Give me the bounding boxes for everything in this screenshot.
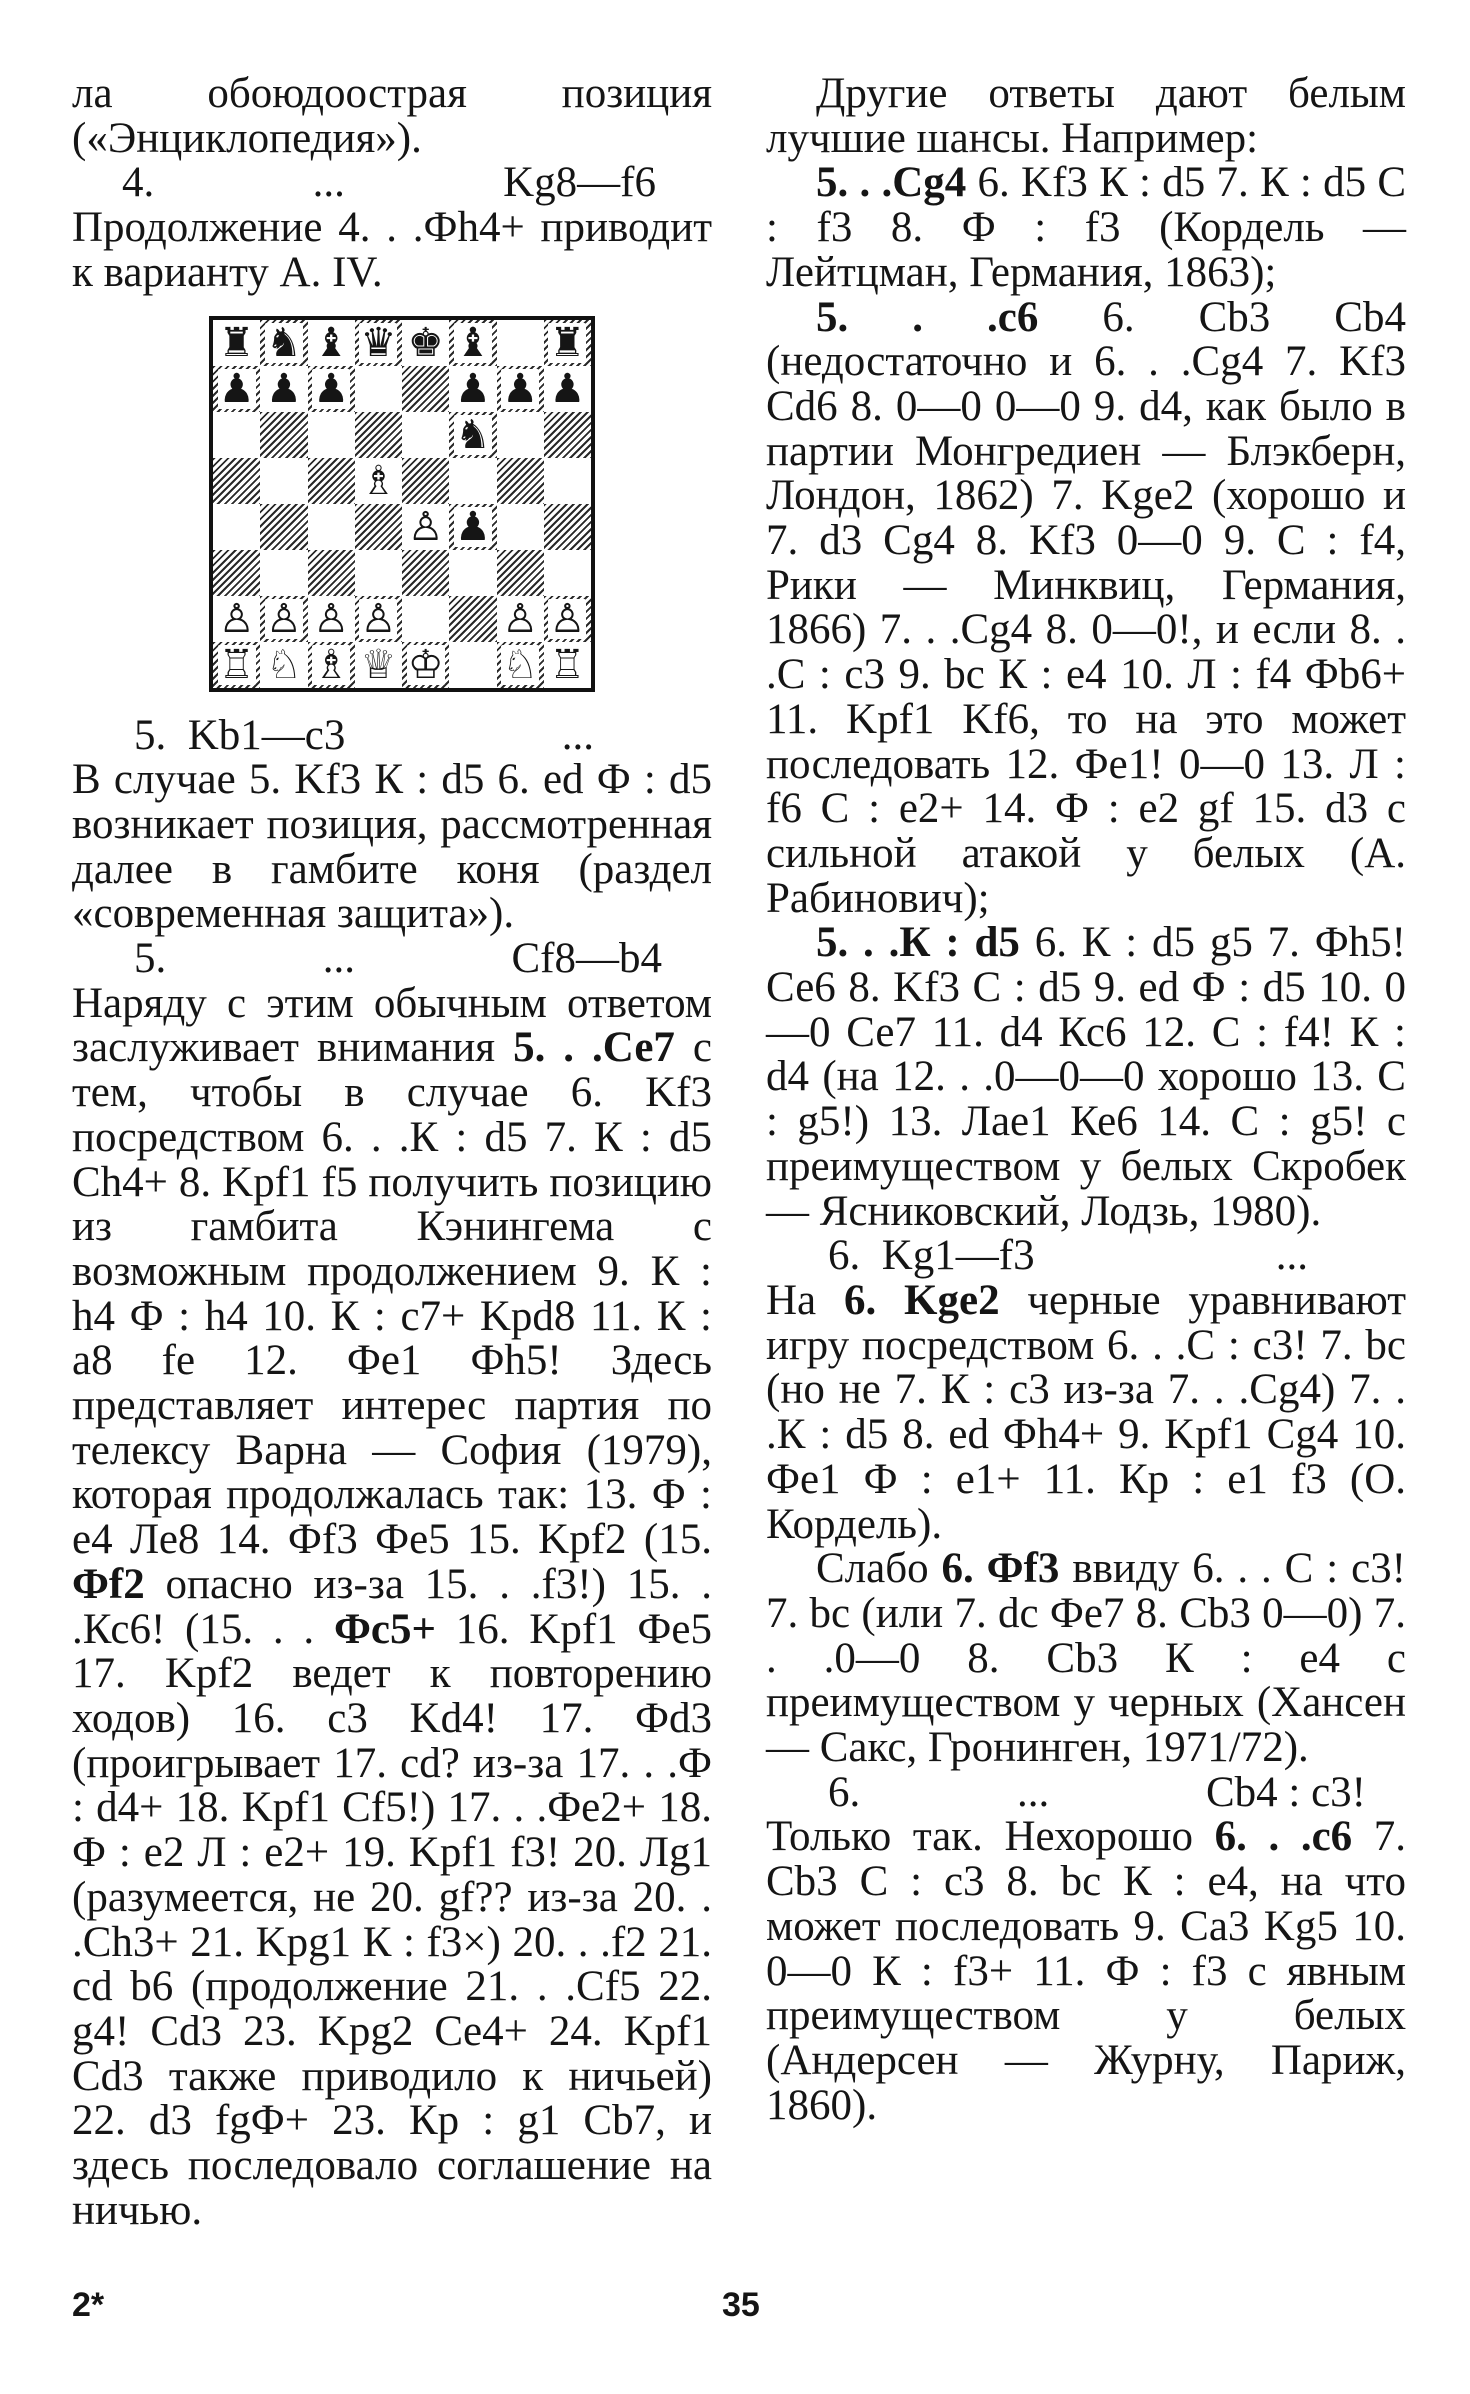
chess-piece-icon: ♗ [360, 457, 397, 504]
chess-piece-icon: ♙ [549, 595, 586, 642]
paragraph: 5. . .Cg4 6. Kf3 К : d5 7. К : d5 С : f3 8. Ф : f3 (Кордель — Лейтцман, Германия, 1863); [766, 159, 1407, 296]
chess-piece-icon: ♞ [265, 319, 302, 366]
board-square [544, 366, 591, 412]
board-square [497, 596, 544, 642]
board-square [260, 504, 307, 550]
chess-piece-icon: ♝ [454, 319, 491, 366]
chess-piece-icon: ♖ [218, 641, 255, 688]
board-square [308, 320, 355, 366]
board-square [449, 366, 496, 412]
board-square [544, 458, 591, 504]
paragraph: Слабо 6. Фf3 ввиду 6. . . С : с3! 7. bc (или 7. dc Фе7 8. Cb3 0—0) 7. . .0—0 8. Cb3 К : е4 с преимуществом у черных (Хансен — Сакс, Гронинген, 1971/72). [766, 1545, 1406, 1772]
board-square [260, 596, 307, 642]
board-square [449, 596, 496, 642]
chess-piece-icon: ♛ [360, 319, 397, 366]
paragraph: 5. . .с6 6. Cb3 Cb4 (недостаточно и 6. . .Cg4 7. Kf3 Cd6 8. 0—0 0—0 9. d4, как было в партии Монгредиен — Блэкберн, Лондон, 1862) 7. Kge2 (хорошо и 7. d3 Cg4 8. Kf3 0—0 9. С : f4, Рики — Минквиц, Германия, 1866) 7. . .Cg4 8. 0—0!, и если 8. . .С : с3 9. bc К : е4 10. Л : f4 Фb6+ 11. Kpf1 Kf6, то на это может последовать 12. Фе1! 0—0 13. Л : f6 С : е2+ 14. Ф : е2 gf 15. d3 с сильной атакой у белых (А. Рабинович); [766, 293, 1406, 922]
board-square [213, 458, 260, 504]
chess-piece-icon: ♘ [502, 641, 539, 688]
move-line: 5. ... Cf8—b4 [134, 935, 662, 983]
paragraph: ла обоюдоострая позиция («Энциклопедия»). [72, 70, 712, 162]
board-square [355, 504, 402, 550]
board-square [308, 550, 355, 596]
paragraph: Только так. Нехорошо 6. . .с6 7. Cb3 С : с3 8. bc К : е4, на что может последовать 9. Са3 Kg5 10. 0—0 К : f3+ 11. Ф : f3 с явным преимуществом у белых (Андерсен — Журну, Париж, 1860). [766, 1813, 1406, 2129]
board-square [355, 366, 402, 412]
chess-piece-icon: ♝ [313, 319, 350, 366]
board-square [544, 596, 591, 642]
board-square [355, 642, 402, 688]
board-square [308, 366, 355, 412]
board-square [449, 412, 496, 458]
board-square [260, 458, 307, 504]
chess-piece-icon: ♕ [360, 641, 397, 688]
chess-piece-icon: ♙ [265, 595, 302, 642]
paragraph: На 6. Kge2 черные уравнивают игру посредством 6. . .С : с3! 7. bc (но не 7. К : с3 из-за 7. . .Cg4) 7. . .К : d5 8. ed Фh4+ 9. Kpf1 Cg4 10. Фе1 Ф : е1+ 11. Кр : е1 f3 (О. Кордель). [766, 1276, 1406, 1548]
board-square [260, 412, 307, 458]
paragraph: Продолжение 4. . .Фh4+ приводит к варианту А. IV. [72, 204, 712, 296]
board-square [355, 412, 402, 458]
board-square [449, 320, 496, 366]
chess-piece-icon: ♟ [313, 365, 350, 412]
board-square [308, 504, 355, 550]
board-square [497, 504, 544, 550]
board-square [308, 458, 355, 504]
chess-piece-icon: ♟ [265, 365, 302, 412]
chess-piece-icon: ♙ [502, 595, 539, 642]
paragraph: Другие ответы дают белым лучшие шансы. Например: [766, 70, 1406, 162]
chess-piece-icon: ♟ [502, 365, 539, 412]
chess-piece-icon: ♟ [218, 365, 255, 412]
board-square [497, 458, 544, 504]
chess-piece-icon: ♘ [265, 641, 302, 688]
paragraph: 5. . .К : d5 6. К : d5 g5 7. Фh5! Се6 8. Kf3 С : d5 9. ed Ф : d5 10. 0—0 Се7 11. d4 Кс6 12. С : f4! К : d4 (на 12. . .0—0—0 хорошо 13. С : g5!) 13. Лае1 Ке6 14. С : g5! с преимуществом у белых Скробек — Ясниковский, Лодзь, 1980). [766, 919, 1406, 1235]
board-square [260, 366, 307, 412]
move-line: 5. Kb1—c3 ... [134, 711, 594, 759]
board-square [402, 320, 449, 366]
board-square [497, 366, 544, 412]
chess-piece-icon: ♖ [549, 641, 586, 688]
move-line: 4. ... Kg8—f6 [122, 159, 656, 207]
chess-piece-icon: ♙ [218, 595, 255, 642]
board-square [308, 596, 355, 642]
chess-piece-icon: ♗ [313, 641, 350, 688]
chess-piece-icon: ♜ [218, 319, 255, 366]
board-square [213, 596, 260, 642]
board-square [449, 642, 496, 688]
board-square [308, 412, 355, 458]
board-square [544, 320, 591, 366]
board-square [449, 550, 496, 596]
chess-piece-icon: ♙ [407, 503, 444, 550]
board-square [308, 642, 355, 688]
chess-piece-icon: ♞ [454, 411, 491, 458]
page-number: 35 [722, 2286, 760, 2324]
board-square [213, 642, 260, 688]
board-square [355, 320, 402, 366]
board-square [402, 596, 449, 642]
signature-mark: 2* [72, 2286, 105, 2324]
board-square [449, 458, 496, 504]
board-square [260, 642, 307, 688]
chess-piece-icon: ♜ [549, 319, 586, 366]
board-square [213, 504, 260, 550]
board-square [544, 504, 591, 550]
right-column [766, 72, 1406, 2128]
chess-piece-icon: ♟ [454, 365, 491, 412]
board-square [544, 550, 591, 596]
chess-piece-icon: ♙ [360, 595, 397, 642]
board-square [402, 458, 449, 504]
board-square [402, 366, 449, 412]
board-square [402, 642, 449, 688]
board-square [544, 412, 591, 458]
board-square [449, 504, 496, 550]
chess-board [209, 316, 595, 692]
board-square [402, 550, 449, 596]
board-square [497, 412, 544, 458]
chess-diagram [72, 316, 712, 692]
move-line: 6. ... Cb4 : с3! [828, 1768, 1366, 1816]
left-column [72, 72, 712, 2233]
board-square [497, 320, 544, 366]
board-square [213, 412, 260, 458]
paragraph: Наряду с этим обычным ответом заслуживает внимания 5. . .Се7 с тем, чтобы в случае 6. Kf3 посредством 6. . .К : d5 7. К : d5 Ch4+ 8. Kpf1 f5 получить позицию из гамбита Кэнингема с возможным продолжением 9. К : h4 Ф : h4 10. К : с7+ Kpd8 11. К : а8 fe 12. Фe1 Фh5! Здесь представляет интерес партия по телексу Варна — София (1979), которая продолжалась так: 13. Ф : е4 Ле8 14. Фf3 Фе5 15. Kpf2 (15. Фf2 опасно из-за 15. . .f3!) 15. . .Кс6! (15. . . Фс5+ 16. Kpf1 Фе5 17. Kpf2 ведет к повторению ходов) 16. с3 Kd4! 17. Фd3 (проигрывает 17. cd? из-за 17. . .Ф : d4+ 18. Kpf1 Cf5!) 17. . .Фе2+ 18. Ф : е2 Л : е2+ 19. Kpf1 f3! 20. Лg1 (разумеется, не 20. gf?? из-за 20. . .Ch3+ 21. Kpg1 К : f3×) 20. . .f2 21. cd b6 (продолжение 21. . .Cf5 22. g4! Cd3 23. Kpg2 Ce4+ 24. Kpf1 Cd3 также приводило к ничьей) 22. d3 fgФ+ 23. Кр : g1 Cb7, и здесь последовало соглашение на ничью. [72, 979, 712, 2234]
board-square [260, 550, 307, 596]
board-square [544, 642, 591, 688]
move-line: 6. Kg1—f3 ... [828, 1232, 1308, 1280]
board-square [355, 550, 402, 596]
chess-piece-icon: ♟ [549, 365, 586, 412]
board-square [355, 458, 402, 504]
board-square [402, 412, 449, 458]
chess-piece-icon: ♚ [407, 319, 444, 366]
board-square [213, 366, 260, 412]
board-square [213, 320, 260, 366]
board-square [497, 550, 544, 596]
board-square [497, 642, 544, 688]
board-square [355, 596, 402, 642]
board-square [402, 504, 449, 550]
chess-piece-icon: ♙ [313, 595, 350, 642]
board-square [213, 550, 260, 596]
paragraph: В случае 5. Kf3 К : d5 6. ed Ф : d5 возникает позиция, рассмотренная далее в гамбите коня (раздел «современная защита»). [72, 756, 712, 938]
chess-piece-icon: ♔ [407, 641, 444, 688]
board-square [260, 320, 307, 366]
chess-piece-icon: ♟ [454, 503, 491, 550]
